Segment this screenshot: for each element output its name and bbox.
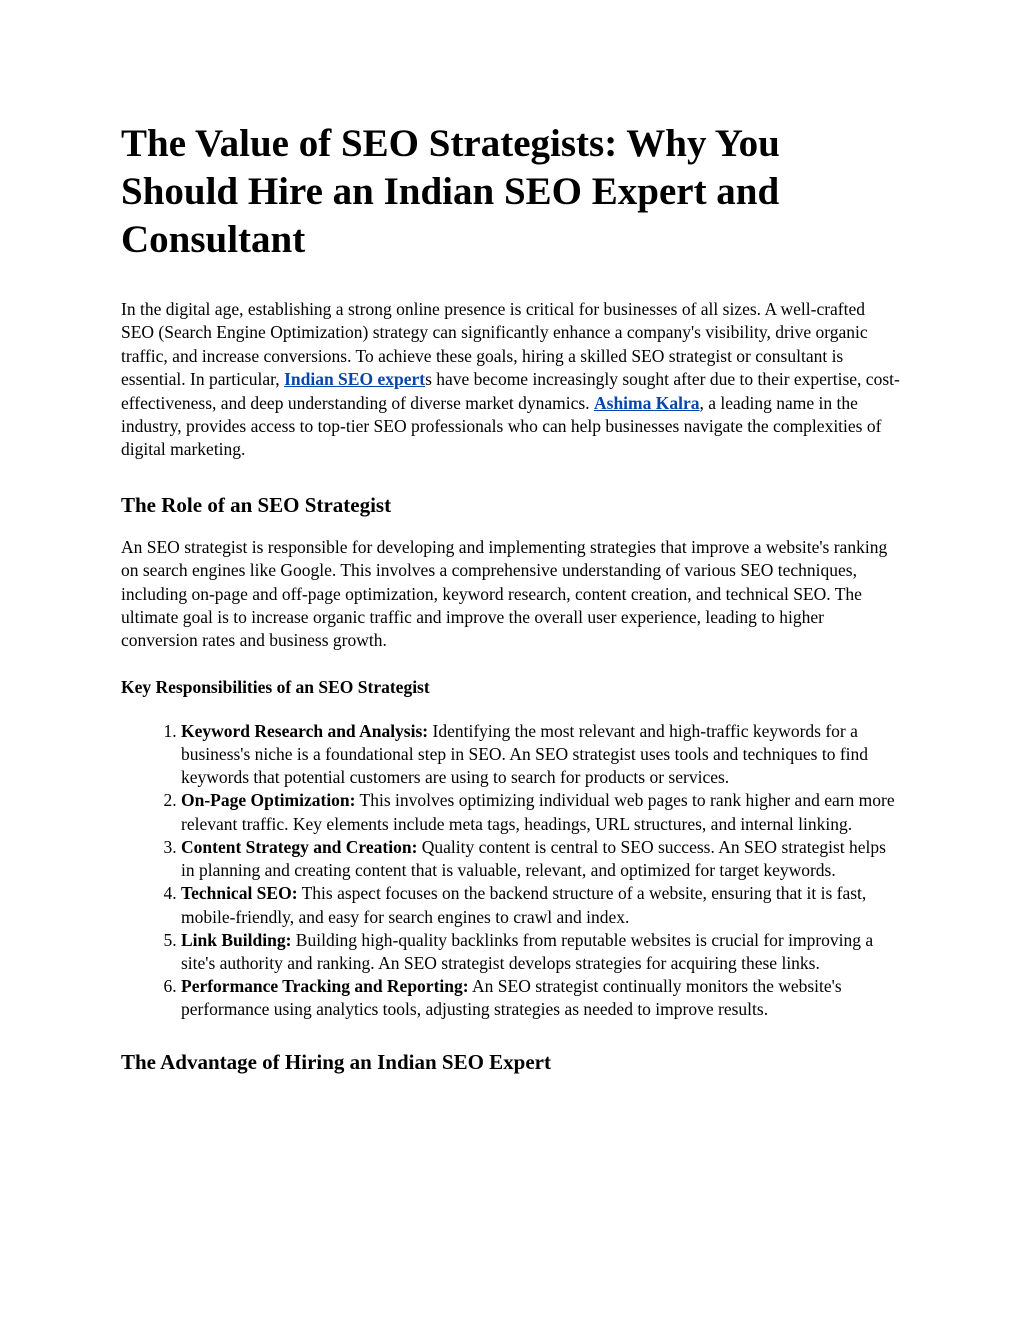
list-item-desc: An SEO strategist continually monitors the website's performance using analytics tools, adjusting strategies as needed to improve results.	[181, 976, 842, 1020]
list-item	[181, 836, 901, 882]
list-item	[181, 929, 901, 975]
list-item	[181, 975, 901, 1021]
ashima-kalra-link[interactable]: Ashima Kalra	[594, 392, 700, 413]
intro-text-1: In the digital age, establishing a strong online presence is critical for businesses of all sizes. A well-crafted SEO (Search Engine Optimization) strategy can significantly enhance a company's visibility, drive organic traffic, and increase conversions. To achieve these goals, hiring a skilled SEO strategist or consultant is essential. In particular,	[121, 299, 868, 390]
list-item	[181, 720, 901, 790]
advantage-heading: The Advantage of Hiring an Indian SEO Expert	[121, 1049, 551, 1074]
role-heading: The Role of an SEO Strategist	[121, 492, 392, 517]
responsibilities-list	[121, 720, 901, 1022]
indian-seo-expert-link[interactable]: Indian SEO expert	[284, 369, 426, 390]
list-item-term: Technical SEO:	[181, 883, 298, 904]
list-item-term: On-Page Optimization:	[181, 790, 356, 811]
list-item	[181, 882, 901, 928]
intro-text-3: , a leading name in the industry, provides access to top-tier SEO professionals who can help businesses navigate the complexities of digital marketing.	[121, 392, 882, 460]
list-item	[181, 789, 901, 835]
list-item-term: Content Strategy and Creation:	[181, 836, 418, 857]
intro-paragraph	[121, 298, 901, 462]
responsibilities-heading: Key Responsibilities of an SEO Strategist	[121, 676, 430, 697]
list-item-term: Link Building:	[181, 929, 292, 950]
document-page	[121, 120, 901, 1075]
list-item-desc: This involves optimizing individual web pages to rank higher and earn more relevant traffic. Key elements include meta tags, headings, URL structures, and internal linking.	[181, 790, 895, 834]
list-item-desc: Building high-quality backlinks from reputable websites is crucial for improving a site's authority and ranking. An SEO strategist develops strategies for acquiring these links.	[181, 929, 874, 973]
list-item-term: Keyword Research and Analysis:	[181, 720, 429, 741]
list-item-desc: Quality content is central to SEO success. An SEO strategist helps in planning and creating content that is valuable, relevant, and optimized for target keywords.	[181, 836, 886, 881]
role-paragraph: An SEO strategist is responsible for developing and implementing strategies that improve a website's ranking on search engines like Google. This involves a comprehensive understanding of various SEO techniques, including on-page and off-page optimization, keyword research, content creation, and technical SEO. The ultimate goal is to increase organic traffic and improve the overall user experience, leading to higher conversion rates and business growth.	[121, 536, 888, 651]
list-item-desc: This aspect focuses on the backend structure of a website, ensuring that it is fast, mobile-friendly, and easy for search engines to crawl and index.	[181, 883, 867, 927]
list-item-desc: Identifying the most relevant and high-traffic keywords for a business's niche is a foundational step in SEO. An SEO strategist uses tools and techniques to find keywords that potential customers are using to search for products or services.	[181, 720, 869, 788]
page-title: The Value of SEO Strategists: Why You Should Hire an Indian SEO Expert and Consultant	[121, 122, 780, 261]
list-item-term: Performance Tracking and Reporting:	[181, 976, 469, 997]
intro-text-2: s have become increasingly sought after due to their expertise, cost-effectiveness, and deep understanding of diverse market dynamics.	[121, 369, 900, 413]
